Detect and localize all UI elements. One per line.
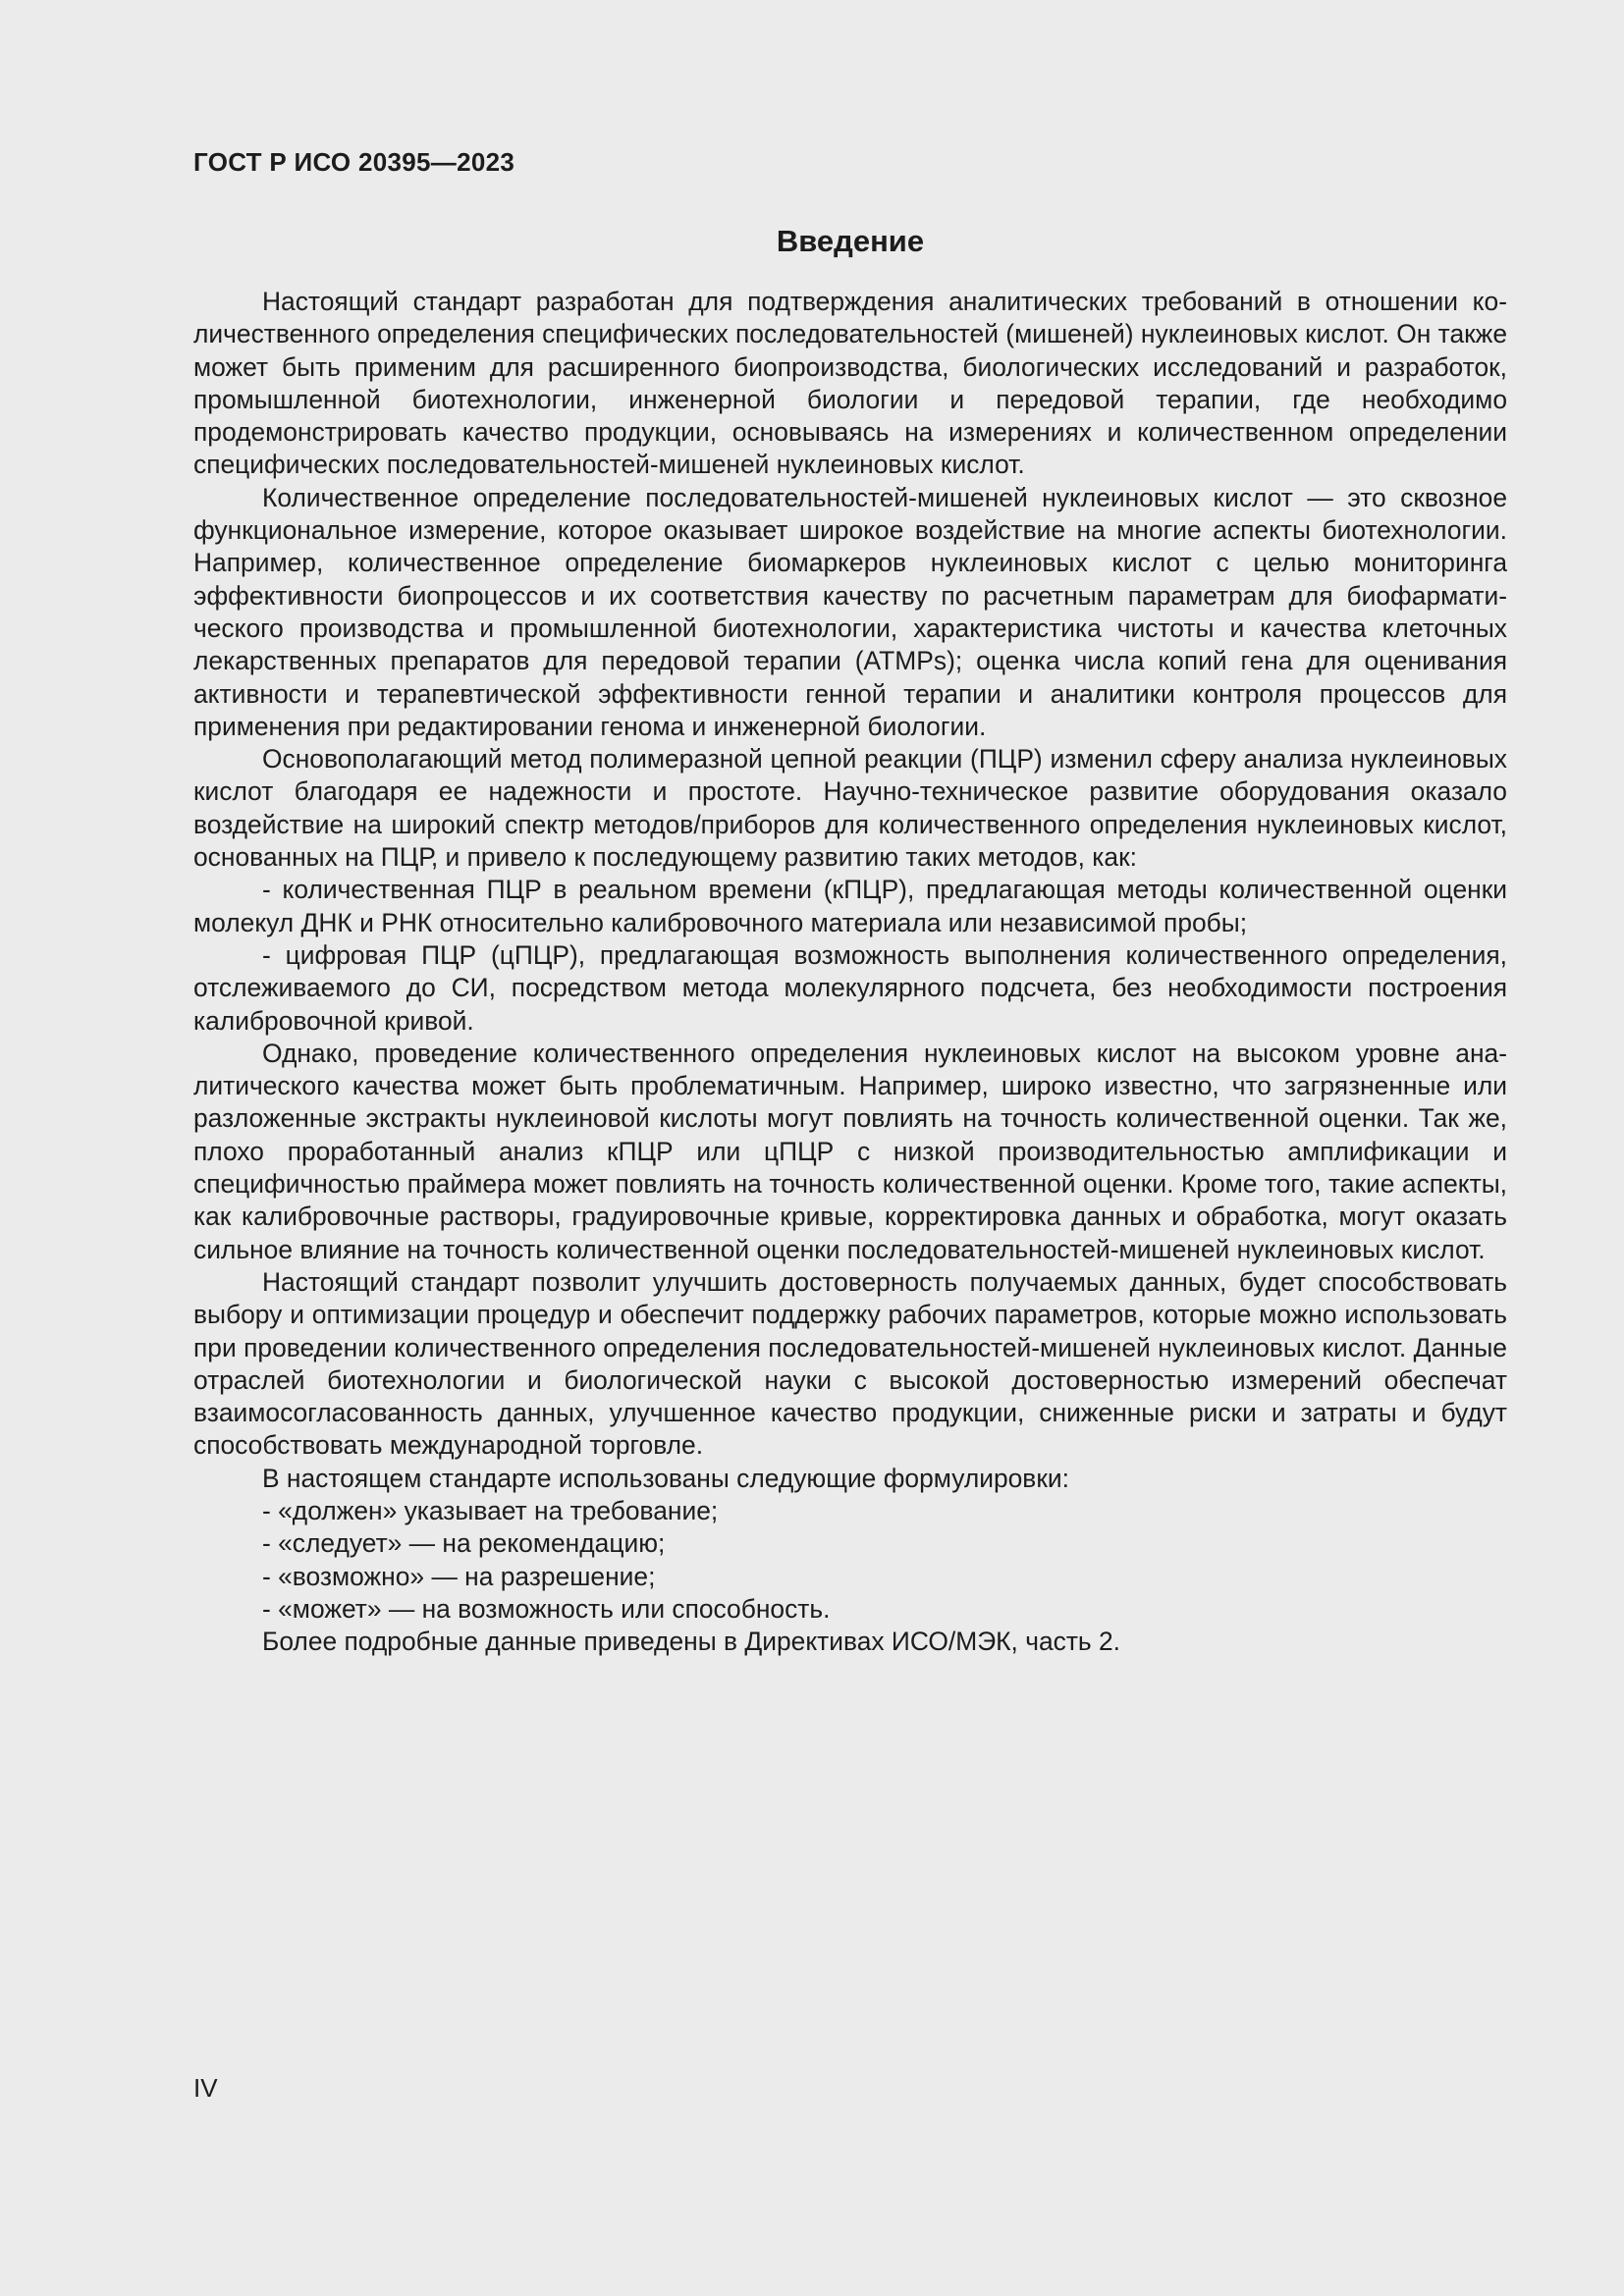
- page-number: IV: [193, 2073, 218, 2103]
- term-item: - «следует» — на рекомендацию;: [262, 1528, 666, 1559]
- section-title: Введение: [776, 224, 925, 258]
- paragraph-1: Настоящий стандарт разработан для подтверждения аналитических требований в отношении количественного определения специфических последовательностей (мишеней) нуклеиновых кислот. Он также может быть применим для расширенного биопроизводства, биологических исследований и разработок, промышленной биотехнологии, инженерной биологии и передовой терапии, где необходимо продемонстрировать качество продукции, основываясь на измерениях и количественном определении специфических последовательностей-мишеней нуклеиновых кислот.: [193, 287, 1507, 480]
- list-item-qpcr: - количественная ПЦР в реальном времени (кПЦР), предлагающая методы количественной оценки молекул ДНК и РНК относительно калибровочного материала или независимой пробы;: [193, 875, 1507, 937]
- paragraph-2: Количественное определение последовательностей-мишеней нуклеиновых кислот — это сквозное функциональное измерение, которое оказывает широкое воздействие на многие аспекты биотехнологии. Например, количественное определение биомаркеров нуклеиновых кислот с целью мониторинга эффективности биопроцессов и их соответствия качеству по расчетным параметрам для биофарматического производства и промышленной биотехнологии, характеристика чистоты и качества клеточных лекарственных препаратов для передовой терапии (ATMPs); оценка числа копий гена для оценивания активности и терапевтической эффективности генной терапии и аналитики контроля процессов для применения при редактировании генома и инженерной биологии.: [193, 482, 1507, 741]
- term-item: - «должен» указывает на требование;: [262, 1495, 719, 1525]
- document-header: ГОСТ Р ИСО 20395—2023: [193, 147, 515, 177]
- paragraph-3: Основополагающий метод полимеразной цепной реакции (ПЦР) изменил сферу анализа нуклеиновых кислот благодаря ее надежности и простоте. Научно-техническое развитие оборудования оказало воздействие на широкий спектр методов/приборов для количественного определения нуклеиновых кислот, основанных на ПЦР, и привело к последующему развитию таких методов, как:: [193, 744, 1507, 873]
- list-item-dpcr: - цифровая ПЦР (цПЦР), предлагающая возможность выполнения количественного определения, отслеживаемого до СИ, посредством метода молекулярного подсчета, без необходимости построения калибровочной кривой.: [193, 939, 1507, 1036]
- paragraph-6: В настоящем стандарте использованы следующие формулировки:: [262, 1463, 1069, 1493]
- body-text: [193, 286, 1507, 1658]
- paragraph-5: Настоящий стандарт позволит улучшить достоверность получаемых данных, будет способствовать выбору и оптимизации процедур и обеспечит поддержку рабочих параметров, которые можно использовать при проведении количественного определения последовательностей-мишеней нуклеиновых кислот. Данные отраслей биотехнологии и биологической науки с высокой достоверностью измерений обеспечат взаимосогласованность данных, улучшенное качество продукции, сниженные риски и затраты и будут способствовать международной торговле.: [193, 1266, 1507, 1461]
- paragraph-4: Однако, проведение количественного определения нуклеиновых кислот на высоком уровне аналитического качества может быть проблематичным. Например, широко известно, что загрязненные или разложенные экстракты нуклеиновой кислоты могут повлиять на точность количественной оценки. Так же, плохо проработанный анализ кПЦР или цПЦР с низкой производительностью амплификации и специфичностью праймера может повлиять на точность количественной оценки. Кроме того, такие аспекты, как калибровочные растворы, градуировочные кривые, корректировка данных и обработка, могут оказать сильное влияние на точность количественной оценки последовательностей-мишеней нуклеиновых кислот.: [193, 1038, 1507, 1264]
- term-item: - «может» — на возможность или способность.: [262, 1593, 831, 1624]
- paragraph-7: Более подробные данные приведены в Директивах ИСО/МЭК, часть 2.: [262, 1627, 1121, 1657]
- term-item: - «возможно» — на разрешение;: [262, 1561, 656, 1591]
